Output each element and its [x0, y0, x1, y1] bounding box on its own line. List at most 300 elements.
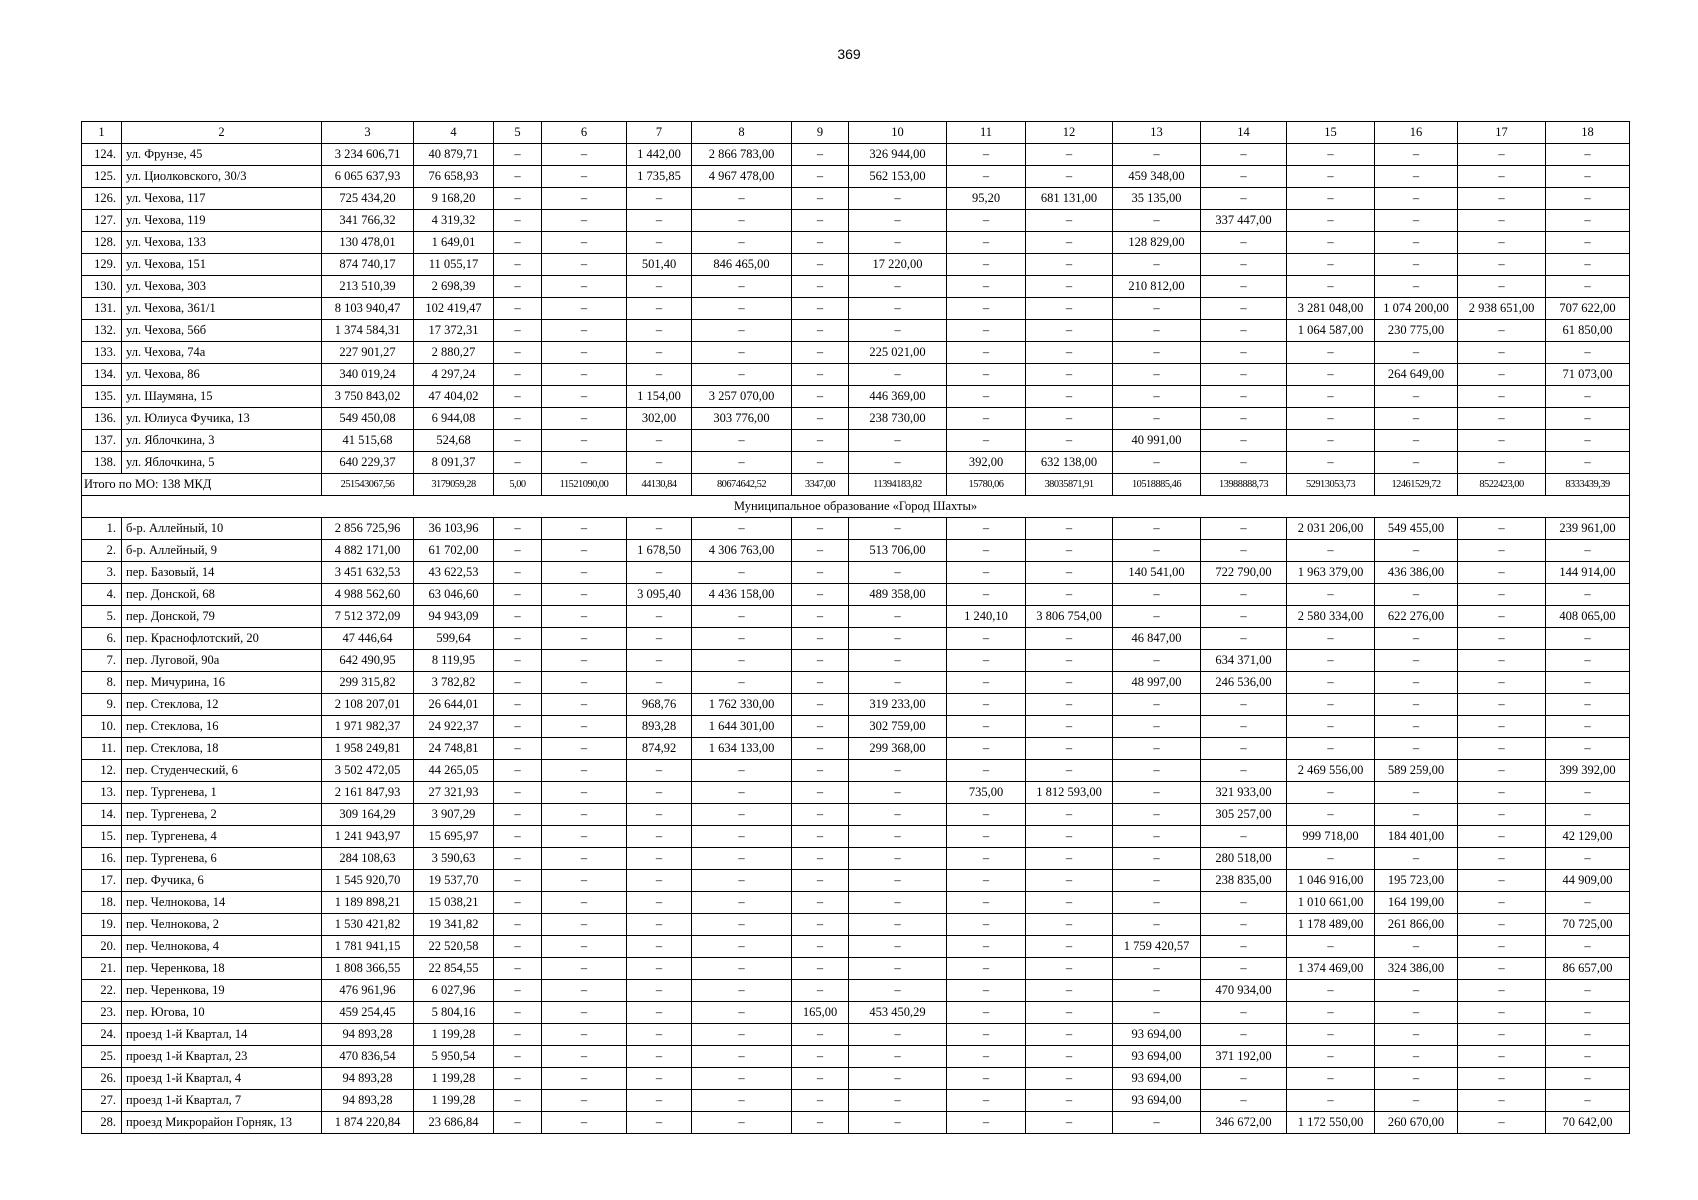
table-row — [82, 166, 1630, 188]
table-cell: – — [947, 650, 1026, 672]
table-cell: 6 027,96 — [414, 980, 494, 1002]
table-cell: ул. Шаумяна, 15 — [122, 386, 322, 408]
table-cell: – — [1375, 540, 1458, 562]
table-cell: 93 694,00 — [1113, 1024, 1201, 1046]
table-cell: – — [542, 1002, 627, 1024]
table-cell: 133. — [82, 342, 122, 364]
table-cell: 2 698,39 — [414, 276, 494, 298]
table-cell: – — [542, 716, 627, 738]
table-cell: 19 537,70 — [414, 870, 494, 892]
table-cell: – — [494, 210, 542, 232]
table-row — [82, 826, 1630, 848]
table-cell: – — [542, 144, 627, 166]
table-cell: – — [1546, 628, 1630, 650]
table-cell: – — [542, 386, 627, 408]
column-number: 8 — [692, 122, 792, 144]
table-cell: 2 031 206,00 — [1287, 518, 1375, 540]
table-cell: 144 914,00 — [1546, 562, 1630, 584]
table-cell: 4 436 158,00 — [692, 584, 792, 606]
table-cell: – — [1201, 760, 1287, 782]
table-cell: – — [627, 298, 692, 320]
table-cell: – — [542, 848, 627, 870]
table-cell: – — [1113, 914, 1201, 936]
table-cell: – — [1026, 342, 1113, 364]
table-cell: – — [1546, 210, 1630, 232]
table-cell: – — [1287, 738, 1375, 760]
table-cell: – — [494, 738, 542, 760]
table-cell: – — [947, 716, 1026, 738]
table-cell: б-р. Аллейный, 9 — [122, 540, 322, 562]
table-cell: – — [792, 694, 849, 716]
table-cell: пер. Студенческий, 6 — [122, 760, 322, 782]
table-cell: 11. — [82, 738, 122, 760]
table-cell: – — [1375, 848, 1458, 870]
table-cell: – — [947, 1024, 1026, 1046]
table-cell: 7. — [82, 650, 122, 672]
table-cell: – — [1458, 232, 1546, 254]
table-cell: – — [1458, 342, 1546, 364]
table-row — [82, 210, 1630, 232]
table-cell: – — [947, 342, 1026, 364]
table-cell: – — [1113, 408, 1201, 430]
table-row — [82, 144, 1630, 166]
table-cell: – — [1458, 166, 1546, 188]
table-cell: 48 997,00 — [1113, 672, 1201, 694]
table-cell: – — [1375, 980, 1458, 1002]
table-cell: 11394183,82 — [849, 474, 947, 496]
table-cell: 446 369,00 — [849, 386, 947, 408]
table-cell: 46 847,00 — [1113, 628, 1201, 650]
table-cell: – — [792, 1068, 849, 1090]
table-cell: – — [792, 1024, 849, 1046]
table-cell: – — [1026, 1024, 1113, 1046]
table-cell: – — [849, 364, 947, 386]
table-cell: 251543067,56 — [322, 474, 414, 496]
table-cell: – — [849, 188, 947, 210]
table-cell: 70 725,00 — [1546, 914, 1630, 936]
table-cell: – — [494, 298, 542, 320]
table-cell: 622 276,00 — [1375, 606, 1458, 628]
table-cell: – — [692, 1024, 792, 1046]
table-cell: проезд 1-й Квартал, 14 — [122, 1024, 322, 1046]
table-cell: 12461529,72 — [1375, 474, 1458, 496]
table-cell: 346 672,00 — [1201, 1112, 1287, 1134]
table-cell: 138. — [82, 452, 122, 474]
table-cell: 10. — [82, 716, 122, 738]
data-table — [81, 121, 1630, 1134]
table-cell: – — [1201, 408, 1287, 430]
table-cell: 470 836,54 — [322, 1046, 414, 1068]
table-cell: – — [1546, 452, 1630, 474]
table-row — [82, 298, 1630, 320]
table-cell: – — [1113, 958, 1201, 980]
table-cell: – — [849, 1090, 947, 1112]
table-cell: ул. Чехова, 303 — [122, 276, 322, 298]
table-cell: 3347,00 — [792, 474, 849, 496]
table-cell: 1 189 898,21 — [322, 892, 414, 914]
table-cell: – — [1546, 1046, 1630, 1068]
table-cell: – — [627, 936, 692, 958]
table-cell: 7 512 372,09 — [322, 606, 414, 628]
table-cell: 634 371,00 — [1201, 650, 1287, 672]
table-cell: – — [1458, 364, 1546, 386]
table-cell: 44 909,00 — [1546, 870, 1630, 892]
table-cell: – — [1546, 232, 1630, 254]
table-cell: – — [1287, 540, 1375, 562]
table-cell: – — [1026, 870, 1113, 892]
table-cell: – — [1458, 782, 1546, 804]
table-cell: – — [947, 672, 1026, 694]
table-cell: – — [849, 760, 947, 782]
table-cell: 11521090,00 — [542, 474, 627, 496]
table-cell: пер. Черенкова, 19 — [122, 980, 322, 1002]
table-cell: 24 922,37 — [414, 716, 494, 738]
table-cell: – — [1375, 430, 1458, 452]
table-cell: – — [1375, 782, 1458, 804]
table-cell: – — [542, 1090, 627, 1112]
table-cell: 13. — [82, 782, 122, 804]
table-cell: – — [792, 826, 849, 848]
table-cell: – — [692, 1112, 792, 1134]
table-cell: – — [792, 188, 849, 210]
table-cell: – — [494, 870, 542, 892]
table-cell: 1 172 550,00 — [1287, 1112, 1375, 1134]
table-cell: – — [627, 1024, 692, 1046]
table-cell: – — [494, 892, 542, 914]
table-cell: – — [494, 914, 542, 936]
table-cell: 337 447,00 — [1201, 210, 1287, 232]
table-cell: – — [1201, 826, 1287, 848]
table-cell: 1 874 220,84 — [322, 1112, 414, 1134]
table-cell: – — [849, 914, 947, 936]
table-cell: – — [1201, 584, 1287, 606]
table-cell: – — [1375, 716, 1458, 738]
column-number: 9 — [792, 122, 849, 144]
table-cell: – — [792, 320, 849, 342]
table-cell: – — [627, 848, 692, 870]
table-row — [82, 738, 1630, 760]
table-cell: – — [947, 1068, 1026, 1090]
table-cell: – — [947, 848, 1026, 870]
table-cell: 599,64 — [414, 628, 494, 650]
table-cell: 23 686,84 — [414, 1112, 494, 1134]
header-row — [82, 122, 1630, 144]
table-row — [82, 584, 1630, 606]
table-cell: – — [1026, 562, 1113, 584]
table-cell: – — [947, 892, 1026, 914]
table-cell: – — [792, 254, 849, 276]
table-cell: – — [1026, 298, 1113, 320]
table-cell: – — [849, 276, 947, 298]
table-cell: пер. Стеклова, 18 — [122, 738, 322, 760]
table-cell: 18. — [82, 892, 122, 914]
table-cell: – — [1026, 694, 1113, 716]
table-cell: 3 750 843,02 — [322, 386, 414, 408]
table-cell: – — [792, 980, 849, 1002]
table-cell: – — [542, 650, 627, 672]
table-cell: – — [792, 518, 849, 540]
table-cell: – — [542, 188, 627, 210]
table-cell: – — [1201, 694, 1287, 716]
table-cell: ул. Чехова, 151 — [122, 254, 322, 276]
table-cell: – — [627, 188, 692, 210]
table-cell: – — [542, 606, 627, 628]
table-cell: 11 055,17 — [414, 254, 494, 276]
table-cell: – — [792, 606, 849, 628]
table-cell: – — [692, 650, 792, 672]
table-cell: – — [947, 936, 1026, 958]
table-cell: 284 108,63 — [322, 848, 414, 870]
table-cell: – — [692, 1046, 792, 1068]
table-cell: – — [1375, 452, 1458, 474]
table-cell: – — [792, 584, 849, 606]
table-cell: – — [1375, 1068, 1458, 1090]
table-cell: 8 119,95 — [414, 650, 494, 672]
table-cell: – — [1026, 958, 1113, 980]
table-cell: 61 702,00 — [414, 540, 494, 562]
table-cell: – — [1458, 914, 1546, 936]
table-cell: – — [1546, 430, 1630, 452]
table-cell: – — [1026, 936, 1113, 958]
table-cell: 44130,84 — [627, 474, 692, 496]
table-cell: – — [1026, 254, 1113, 276]
table-cell: – — [494, 606, 542, 628]
table-cell: – — [849, 980, 947, 1002]
table-cell: – — [849, 210, 947, 232]
table-cell: – — [849, 1068, 947, 1090]
table-row — [82, 188, 1630, 210]
table-cell: 15. — [82, 826, 122, 848]
table-cell: 1 530 421,82 — [322, 914, 414, 936]
table-cell: 562 153,00 — [849, 166, 947, 188]
table-cell: – — [627, 1090, 692, 1112]
table-cell: 1 064 587,00 — [1287, 320, 1375, 342]
section-row — [82, 496, 1630, 518]
table-cell: 264 649,00 — [1375, 364, 1458, 386]
table-row — [82, 892, 1630, 914]
table-cell: – — [1026, 1112, 1113, 1134]
table-cell: 210 812,00 — [1113, 276, 1201, 298]
table-cell: 3. — [82, 562, 122, 584]
table-cell: – — [1287, 716, 1375, 738]
table-cell: – — [792, 1112, 849, 1134]
table-cell: – — [792, 804, 849, 826]
table-cell: 489 358,00 — [849, 584, 947, 606]
table-cell: проезд Микрорайон Горняк, 13 — [122, 1112, 322, 1134]
table-row — [82, 1090, 1630, 1112]
table-cell: – — [1458, 210, 1546, 232]
table-cell: 735,00 — [947, 782, 1026, 804]
table-cell: 299 315,82 — [322, 672, 414, 694]
table-cell: – — [792, 760, 849, 782]
column-number: 16 — [1375, 122, 1458, 144]
table-cell: – — [849, 936, 947, 958]
table-cell: – — [947, 1002, 1026, 1024]
table-cell: – — [1201, 188, 1287, 210]
table-cell: – — [1546, 166, 1630, 188]
table-cell: – — [1458, 738, 1546, 760]
table-cell: – — [849, 232, 947, 254]
table-cell: – — [1458, 1112, 1546, 1134]
table-cell: – — [1287, 672, 1375, 694]
table-cell: – — [1201, 144, 1287, 166]
table-cell: – — [1458, 958, 1546, 980]
table-cell: – — [1458, 848, 1546, 870]
table-row — [82, 936, 1630, 958]
table-cell: 3 782,82 — [414, 672, 494, 694]
table-cell: – — [947, 298, 1026, 320]
table-cell: 280 518,00 — [1201, 848, 1287, 870]
table-cell: – — [1026, 848, 1113, 870]
table-cell: – — [1287, 980, 1375, 1002]
table-cell: 27 321,93 — [414, 782, 494, 804]
table-cell: – — [692, 606, 792, 628]
table-cell: – — [1026, 144, 1113, 166]
table-cell: – — [692, 672, 792, 694]
table-cell: – — [627, 452, 692, 474]
table-cell: 3 806 754,00 — [1026, 606, 1113, 628]
table-row — [82, 386, 1630, 408]
table-cell: – — [1287, 210, 1375, 232]
table-cell: 165,00 — [792, 1002, 849, 1024]
table-row — [82, 628, 1630, 650]
table-cell: Итого по МО: 138 МКД — [82, 474, 322, 496]
table-cell: 26 644,01 — [414, 694, 494, 716]
table-row — [82, 958, 1630, 980]
table-cell: – — [692, 804, 792, 826]
table-cell: 302,00 — [627, 408, 692, 430]
table-cell: пер. Тургенева, 6 — [122, 848, 322, 870]
column-number: 1 — [82, 122, 122, 144]
table-cell: 127. — [82, 210, 122, 232]
table-cell: – — [1458, 1002, 1546, 1024]
table-cell: – — [1026, 386, 1113, 408]
table-cell: пер. Челнокова, 4 — [122, 936, 322, 958]
table-cell: – — [792, 628, 849, 650]
table-cell: 24 748,81 — [414, 738, 494, 760]
table-cell: – — [792, 892, 849, 914]
table-cell: – — [1546, 342, 1630, 364]
table-row — [82, 980, 1630, 1002]
table-cell: – — [1113, 364, 1201, 386]
table-cell: 94 943,09 — [414, 606, 494, 628]
table-cell: – — [1375, 672, 1458, 694]
table-cell: 1 735,85 — [627, 166, 692, 188]
table-cell: пер. Челнокова, 14 — [122, 892, 322, 914]
table-cell: – — [494, 188, 542, 210]
table-cell: 549 450,08 — [322, 408, 414, 430]
table-cell: – — [1113, 342, 1201, 364]
table-cell: – — [792, 364, 849, 386]
table-cell: – — [627, 1002, 692, 1024]
page-number: 369 — [837, 46, 861, 62]
table-cell: 725 434,20 — [322, 188, 414, 210]
table-cell: 10518885,46 — [1113, 474, 1201, 496]
table-cell: 2 580 334,00 — [1287, 606, 1375, 628]
table-cell: 392,00 — [947, 452, 1026, 474]
table-cell: – — [627, 826, 692, 848]
table-row — [82, 848, 1630, 870]
table-cell: 6. — [82, 628, 122, 650]
table-cell: пер. Мичурина, 16 — [122, 672, 322, 694]
table-cell: – — [1375, 232, 1458, 254]
table-cell: – — [1458, 694, 1546, 716]
table-cell: – — [1287, 782, 1375, 804]
table-cell: 25. — [82, 1046, 122, 1068]
table-cell: 130 478,01 — [322, 232, 414, 254]
table-row — [82, 518, 1630, 540]
table-cell: – — [692, 1068, 792, 1090]
table-cell: – — [792, 540, 849, 562]
table-cell: – — [494, 628, 542, 650]
table-cell: – — [1026, 408, 1113, 430]
table-cell: – — [542, 782, 627, 804]
table-cell: 968,76 — [627, 694, 692, 716]
table-cell: 1 442,00 — [627, 144, 692, 166]
table-cell: – — [1026, 364, 1113, 386]
table-cell: – — [1113, 760, 1201, 782]
table-cell: 1 649,01 — [414, 232, 494, 254]
table-cell: – — [494, 826, 542, 848]
table-cell: 4. — [82, 584, 122, 606]
table-cell: – — [1287, 584, 1375, 606]
table-cell: – — [692, 276, 792, 298]
table-cell: 2 856 725,96 — [322, 518, 414, 540]
table-cell: – — [792, 1046, 849, 1068]
table-cell: 13988888,73 — [1201, 474, 1287, 496]
table-row — [82, 540, 1630, 562]
table-cell: 2 880,27 — [414, 342, 494, 364]
table-cell: 17 220,00 — [849, 254, 947, 276]
table-cell: – — [1026, 1068, 1113, 1090]
table-cell: – — [1113, 1002, 1201, 1024]
table-cell: 4 297,24 — [414, 364, 494, 386]
table-cell: 76 658,93 — [414, 166, 494, 188]
table-cell: пер. Базовый, 14 — [122, 562, 322, 584]
table-cell: – — [1287, 1046, 1375, 1068]
table-cell: 341 766,32 — [322, 210, 414, 232]
table-cell: – — [692, 518, 792, 540]
table-cell: ул. Яблочкина, 3 — [122, 430, 322, 452]
table-cell: 5. — [82, 606, 122, 628]
table-cell: – — [1375, 188, 1458, 210]
table-cell: – — [494, 144, 542, 166]
table-cell: 408 065,00 — [1546, 606, 1630, 628]
table-cell: – — [947, 562, 1026, 584]
table-cell: – — [692, 848, 792, 870]
table-cell: 1 781 941,15 — [322, 936, 414, 958]
table-cell: – — [947, 584, 1026, 606]
column-number: 3 — [322, 122, 414, 144]
table-cell: – — [792, 342, 849, 364]
table-cell: 26. — [82, 1068, 122, 1090]
table-cell: – — [1458, 650, 1546, 672]
table-cell: 305 257,00 — [1201, 804, 1287, 826]
table-cell: – — [627, 1112, 692, 1134]
table-cell: 5,00 — [494, 474, 542, 496]
table-cell: 17 372,31 — [414, 320, 494, 342]
table-row — [82, 606, 1630, 628]
column-number: 18 — [1546, 122, 1630, 144]
table-cell: 324 386,00 — [1375, 958, 1458, 980]
table-cell: – — [792, 210, 849, 232]
table-cell: – — [1458, 584, 1546, 606]
column-number: 10 — [849, 122, 947, 144]
table-cell: – — [1201, 452, 1287, 474]
table-cell: – — [1201, 914, 1287, 936]
table-cell: 124. — [82, 144, 122, 166]
table-cell: – — [792, 232, 849, 254]
